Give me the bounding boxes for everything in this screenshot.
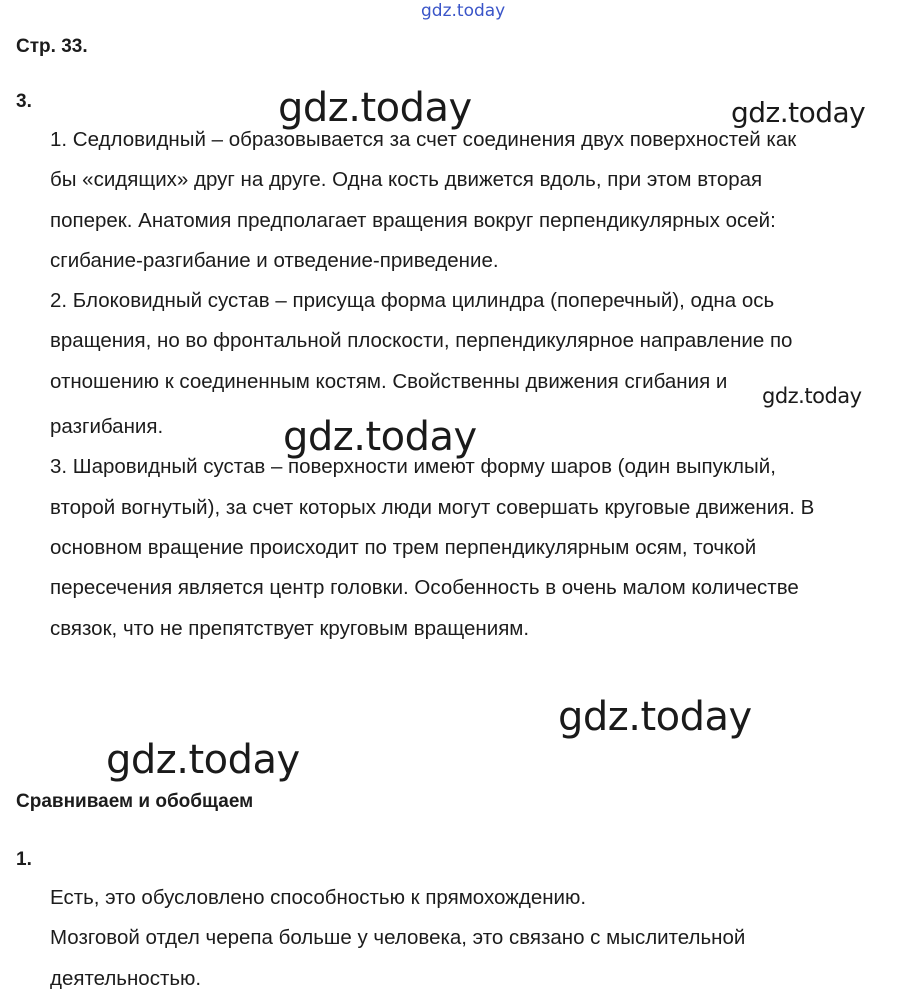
- text-line: бы «сидящих» друг на друге. Одна кость движется вдоль, при этом вторая: [50, 168, 763, 192]
- watermark: gdz.today: [106, 737, 300, 783]
- text-line: сгибание-разгибание и отведение-приведение.: [50, 248, 499, 272]
- section-title: Сравниваем и обобщаем: [16, 791, 254, 812]
- text-line: Есть, это обусловлено способностью к прямохождению.: [50, 886, 587, 909]
- task-number: 1.: [16, 849, 32, 870]
- text-line: вращения, но во фронтальной плоскости, перпендикулярное направление по: [50, 329, 793, 353]
- text-line: 3. Шаровидный сустав – поверхности имеют форму шаров (один выпуклый,: [50, 455, 776, 479]
- text-line: поперек. Анатомия предполагает вращения вокруг перпендикулярных осей:: [50, 208, 776, 232]
- task3-answer: [50, 120, 918, 649]
- text-line: отношению к соединенным костям. Свойственны движения сгибания и: [50, 369, 728, 393]
- watermark: gdz.today: [283, 414, 477, 460]
- text-line: Мозговой отдел черепа больше у человека, это связано с мыслительной: [50, 926, 746, 950]
- text-line: пересечения является центр головки. Особенность в очень малом количестве: [50, 576, 799, 600]
- watermark: gdz.today: [731, 96, 866, 129]
- text-line: разгибания.: [50, 415, 164, 439]
- page-heading: Стр. 33.: [16, 36, 88, 57]
- text-line: 2. Блоковидный сустав – присуща форма цилиндра (поперечный), одна ось: [50, 289, 775, 313]
- watermark-top: gdz.today: [421, 1, 506, 21]
- watermark: gdz.today: [558, 694, 752, 740]
- text-line: деятельностью.: [50, 966, 202, 990]
- text-line: второй вогнутый), за счет которых люди могут совершать круговые движения. В: [50, 495, 815, 519]
- task-number: 3.: [16, 91, 32, 112]
- task1-answer: [50, 878, 918, 999]
- text-line: связок, что не препятствует круговым вращениям.: [50, 616, 530, 640]
- watermark: gdz.today: [278, 85, 472, 131]
- watermark: gdz.today: [762, 384, 862, 408]
- text-line: основном вращение происходит по трем перпендикулярным осям, точкой: [50, 535, 757, 559]
- text-line: 1. Седловидный – образовывается за счет соединения двух поверхностей как: [50, 128, 797, 151]
